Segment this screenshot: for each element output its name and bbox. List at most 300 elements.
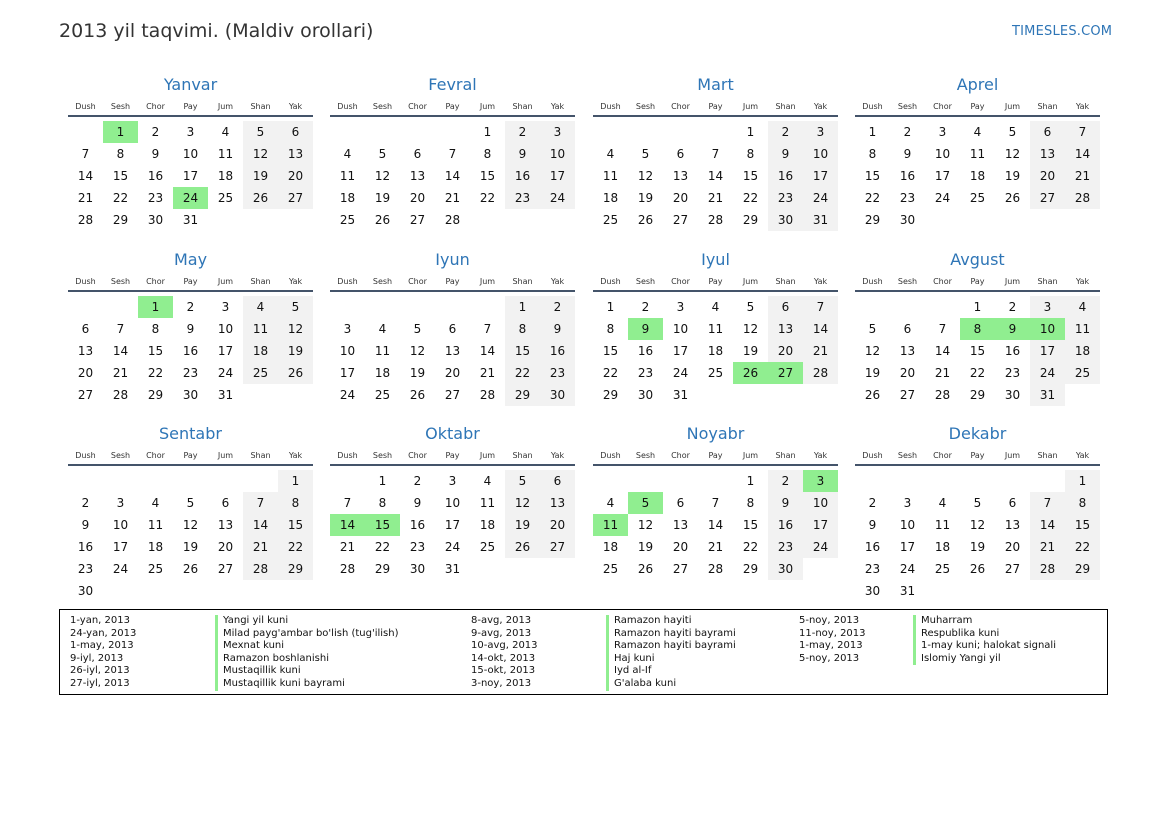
day-cell: 6 <box>81 322 90 336</box>
legend-date: 5-noy, 2013 <box>799 652 860 664</box>
weekday-label: Yak <box>288 451 303 460</box>
day-cell: 16 <box>637 344 654 358</box>
day-cell: 15 <box>969 344 986 358</box>
day-cell: 11 <box>1065 318 1100 340</box>
day-cell: 1 <box>278 470 313 492</box>
month-name: Mart <box>697 75 734 94</box>
weekday-label: Chor <box>408 451 427 460</box>
day-cell: 17 <box>672 344 689 358</box>
empty-cell <box>593 470 628 492</box>
day-cell: 22 <box>147 366 164 380</box>
weekday-label: Dush <box>600 451 621 460</box>
day-cell: 10 <box>899 518 916 532</box>
day-cell: 13 <box>768 318 803 340</box>
day-cell: 28 <box>112 388 129 402</box>
day-cell: 21 <box>339 540 356 554</box>
day-cell: 19 <box>374 191 391 205</box>
day-cell: 18 <box>602 191 619 205</box>
legend-date: 8-avg, 2013 <box>471 615 532 626</box>
header-rule <box>855 115 1100 117</box>
weekday-label: Shan <box>1037 102 1058 111</box>
day-cell: 2 <box>903 125 912 139</box>
header-rule <box>593 115 838 117</box>
day-cell: 2 <box>505 121 540 143</box>
day-cell: 4 <box>1065 296 1100 318</box>
weekday-label: Dush <box>337 277 358 286</box>
day-cell: 13 <box>444 344 461 358</box>
day-cell: 18 <box>1065 340 1100 362</box>
day-cell: 11 <box>339 169 356 183</box>
day-cell: 23 <box>899 191 916 205</box>
month-mart <box>593 75 838 231</box>
day-cell: 10 <box>182 147 199 161</box>
legend-date: 10-avg, 2013 <box>471 640 538 652</box>
day-cell: 21 <box>112 366 129 380</box>
day-cell: 9 <box>81 518 90 532</box>
holiday-legend <box>59 609 1108 695</box>
day-cell: 25 <box>374 388 391 402</box>
day-cell: 28 <box>707 213 724 227</box>
weekday-label: Jum <box>742 277 759 286</box>
day-cell: 7 <box>81 147 90 161</box>
day-cell: 30 <box>182 388 199 402</box>
day-cell: 3 <box>540 121 575 143</box>
weekday-label: Yak <box>288 277 303 286</box>
empty-cell <box>435 121 470 143</box>
day-cell: 4 <box>343 147 352 161</box>
day-cell: 13 <box>672 169 689 183</box>
day-cell: 27 <box>672 562 689 576</box>
day-cell: 12 <box>374 169 391 183</box>
day-cell: 17 <box>540 165 575 187</box>
day-cell: 6 <box>676 496 685 510</box>
day-cell: 2 <box>151 125 160 139</box>
day-cell: 17 <box>803 514 838 536</box>
header-rule <box>855 464 1100 466</box>
day-cell: 28 <box>803 362 838 384</box>
day-cell: 28 <box>1065 187 1100 209</box>
legend-holiday-name: Ramazon hayiti <box>606 615 736 628</box>
weekday-label: Shan <box>250 277 271 286</box>
empty-cell <box>365 296 400 318</box>
day-cell: 13 <box>217 518 234 532</box>
day-cell: 5 <box>1008 125 1017 139</box>
day-cell: 1 <box>746 125 755 139</box>
day-cell: 11 <box>479 496 496 510</box>
header-rule <box>68 464 313 466</box>
empty-cell <box>400 121 435 143</box>
day-cell: 12 <box>637 169 654 183</box>
day-cell: 4 <box>606 147 615 161</box>
month-name: Sentabr <box>159 424 222 443</box>
weekday-label: Yak <box>1075 277 1090 286</box>
empty-cell <box>103 470 138 492</box>
empty-cell <box>103 296 138 318</box>
empty-cell <box>173 470 208 492</box>
month-avgust <box>855 250 1100 406</box>
day-cell: 9 <box>151 147 160 161</box>
day-cell: 5 <box>746 300 755 314</box>
day-cell: 26 <box>637 562 654 576</box>
day-cell: 4 <box>151 496 160 510</box>
legend-names <box>215 615 399 691</box>
day-cell: 29 <box>864 213 881 227</box>
legend-names <box>606 615 736 691</box>
legend-holiday-name: Ramazon hayiti bayrami <box>606 640 736 653</box>
empty-cell <box>330 121 365 143</box>
legend-holiday-name: Ramazon boshlanishi <box>215 653 399 666</box>
legend-date: 24-yan, 2013 <box>70 627 137 639</box>
weekday-label: Sesh <box>110 451 131 460</box>
holiday-day-cell: 15 <box>365 514 400 536</box>
empty-cell <box>663 470 698 492</box>
weekday-label: Shan <box>1037 451 1058 460</box>
day-cell: 20 <box>409 191 426 205</box>
day-cell: 8 <box>868 147 877 161</box>
day-cell: 20 <box>1030 165 1065 187</box>
day-cell: 9 <box>540 318 575 340</box>
day-cell: 11 <box>969 147 986 161</box>
weekday-label: Jum <box>479 451 496 460</box>
weekday-label: Dush <box>337 102 358 111</box>
day-cell: 6 <box>768 296 803 318</box>
day-cell: 8 <box>151 322 160 336</box>
empty-cell <box>628 121 663 143</box>
month-fevral <box>330 75 575 231</box>
empty-cell <box>400 296 435 318</box>
day-cell: 10 <box>803 492 838 514</box>
weekday-label: Dush <box>862 102 883 111</box>
day-cell: 16 <box>409 518 426 532</box>
day-cell: 4 <box>973 125 982 139</box>
site-link[interactable]: TIMESLES.COM <box>1012 24 1113 39</box>
day-cell: 23 <box>505 187 540 209</box>
day-cell: 6 <box>1008 496 1017 510</box>
weekday-label: Yak <box>288 102 303 111</box>
day-cell: 29 <box>278 558 313 580</box>
day-cell: 18 <box>602 540 619 554</box>
day-cell: 18 <box>217 169 234 183</box>
day-cell: 22 <box>602 366 619 380</box>
holiday-day-cell: 8 <box>960 318 995 340</box>
weekday-label: Sesh <box>897 277 918 286</box>
day-cell: 18 <box>707 344 724 358</box>
legend-holiday-name: 1-may kuni; halokat signali <box>913 640 1056 653</box>
day-cell: 8 <box>278 492 313 514</box>
day-cell: 30 <box>899 213 916 227</box>
legend-holiday-name: Respublika kuni <box>913 628 1056 641</box>
day-cell: 10 <box>540 143 575 165</box>
day-cell: 17 <box>1030 340 1065 362</box>
day-cell: 5 <box>278 296 313 318</box>
day-cell: 18 <box>339 191 356 205</box>
month-oktabr <box>330 424 575 580</box>
legend-holiday-name: Yangi yil kuni <box>215 615 399 628</box>
day-cell: 15 <box>742 169 759 183</box>
empty-cell <box>1030 470 1065 492</box>
weekday-label: Pay <box>708 451 723 460</box>
empty-cell <box>628 470 663 492</box>
legend-date: 26-iyl, 2013 <box>70 665 130 677</box>
day-cell: 16 <box>505 165 540 187</box>
day-cell: 23 <box>182 366 199 380</box>
day-cell: 13 <box>1004 518 1021 532</box>
day-cell: 26 <box>864 388 881 402</box>
empty-cell <box>208 470 243 492</box>
day-cell: 17 <box>339 366 356 380</box>
day-cell: 8 <box>483 147 492 161</box>
day-cell: 5 <box>868 322 877 336</box>
day-cell: 18 <box>479 518 496 532</box>
day-cell: 31 <box>803 209 838 231</box>
month-yanvar <box>68 75 313 231</box>
day-cell: 8 <box>1065 492 1100 514</box>
day-cell: 20 <box>540 514 575 536</box>
legend-date: 1-may, 2013 <box>799 640 863 652</box>
empty-cell <box>995 470 1030 492</box>
day-cell: 3 <box>803 121 838 143</box>
legend-names <box>913 615 1056 665</box>
day-cell: 26 <box>637 213 654 227</box>
day-cell: 2 <box>186 300 195 314</box>
day-cell: 24 <box>112 562 129 576</box>
day-cell: 27 <box>1030 187 1065 209</box>
day-cell: 28 <box>934 388 951 402</box>
empty-cell <box>68 121 103 143</box>
weekday-label: Sesh <box>635 277 656 286</box>
day-cell: 12 <box>637 518 654 532</box>
day-cell: 3 <box>448 474 457 488</box>
day-cell: 15 <box>505 340 540 362</box>
day-cell: 24 <box>899 562 916 576</box>
weekday-label: Chor <box>408 277 427 286</box>
day-cell: 8 <box>746 147 755 161</box>
day-cell: 22 <box>864 191 881 205</box>
day-cell: 19 <box>409 366 426 380</box>
day-cell: 3 <box>221 300 230 314</box>
day-cell: 27 <box>672 213 689 227</box>
weekday-label: Dush <box>337 451 358 460</box>
holiday-day-cell: 5 <box>628 492 663 514</box>
day-cell: 24 <box>339 388 356 402</box>
day-cell: 21 <box>77 191 94 205</box>
day-cell: 28 <box>1030 558 1065 580</box>
weekday-label: Chor <box>146 102 165 111</box>
day-cell: 23 <box>768 187 803 209</box>
day-cell: 27 <box>1004 562 1021 576</box>
day-cell: 11 <box>147 518 164 532</box>
weekday-label: Yak <box>813 277 828 286</box>
day-cell: 7 <box>116 322 125 336</box>
day-cell: 3 <box>938 125 947 139</box>
day-cell: 21 <box>479 366 496 380</box>
day-cell: 12 <box>505 492 540 514</box>
legend-holiday-name: Ramazon hayiti bayrami <box>606 628 736 641</box>
day-cell: 28 <box>243 558 278 580</box>
day-cell: 22 <box>278 536 313 558</box>
day-cell: 3 <box>676 300 685 314</box>
day-cell: 29 <box>742 213 759 227</box>
header-rule <box>593 464 838 466</box>
holiday-day-cell: 26 <box>733 362 768 384</box>
day-cell: 7 <box>938 322 947 336</box>
day-cell: 1 <box>606 300 615 314</box>
day-cell: 17 <box>182 169 199 183</box>
day-cell: 20 <box>1004 540 1021 554</box>
day-cell: 14 <box>112 344 129 358</box>
weekday-label: Sesh <box>635 451 656 460</box>
legend-dates <box>471 615 538 691</box>
day-cell: 9 <box>768 143 803 165</box>
header-rule <box>330 290 575 292</box>
day-cell: 5 <box>641 147 650 161</box>
day-cell: 20 <box>217 540 234 554</box>
day-cell: 16 <box>768 514 803 536</box>
day-cell: 11 <box>707 322 724 336</box>
day-cell: 21 <box>1030 536 1065 558</box>
header-rule <box>330 115 575 117</box>
day-cell: 25 <box>602 213 619 227</box>
day-cell: 22 <box>112 191 129 205</box>
day-cell: 24 <box>1030 362 1065 384</box>
holiday-day-cell: 14 <box>330 514 365 536</box>
weekday-label: Sesh <box>897 102 918 111</box>
weekday-label: Jum <box>217 277 234 286</box>
day-cell: 5 <box>378 147 387 161</box>
holiday-day-cell: 27 <box>768 362 803 384</box>
weekday-label: Pay <box>183 451 198 460</box>
day-cell: 2 <box>641 300 650 314</box>
day-cell: 19 <box>1004 169 1021 183</box>
day-cell: 13 <box>409 169 426 183</box>
day-cell: 2 <box>768 121 803 143</box>
weekday-label: Dush <box>75 451 96 460</box>
day-cell: 13 <box>672 518 689 532</box>
day-cell: 25 <box>243 362 278 384</box>
legend-holiday-name: Haj kuni <box>606 653 736 666</box>
day-cell: 13 <box>1030 143 1065 165</box>
day-cell: 10 <box>803 143 838 165</box>
weekday-label: Chor <box>933 451 952 460</box>
weekday-label: Pay <box>708 102 723 111</box>
holiday-day-cell: 11 <box>593 514 628 536</box>
day-cell: 1 <box>1065 470 1100 492</box>
legend-date: 1-yan, 2013 <box>70 615 130 626</box>
header-rule <box>68 115 313 117</box>
day-cell: 19 <box>742 344 759 358</box>
day-cell: 22 <box>1065 536 1100 558</box>
weekday-label: Dush <box>600 102 621 111</box>
day-cell: 23 <box>540 362 575 384</box>
day-cell: 26 <box>409 388 426 402</box>
day-cell: 11 <box>934 518 951 532</box>
day-cell: 31 <box>672 388 689 402</box>
day-cell: 23 <box>1004 366 1021 380</box>
month-noyabr <box>593 424 838 580</box>
day-cell: 3 <box>343 322 352 336</box>
day-cell: 20 <box>768 340 803 362</box>
day-cell: 30 <box>409 562 426 576</box>
day-cell: 4 <box>711 300 720 314</box>
day-cell: 28 <box>77 213 94 227</box>
day-cell: 10 <box>672 322 689 336</box>
day-cell: 19 <box>864 366 881 380</box>
day-cell: 1 <box>378 474 387 488</box>
day-cell: 19 <box>969 540 986 554</box>
weekday-label: Shan <box>1037 277 1058 286</box>
month-name: Aprel <box>956 75 999 94</box>
day-cell: 17 <box>217 344 234 358</box>
day-cell: 17 <box>899 540 916 554</box>
day-cell: 20 <box>444 366 461 380</box>
day-cell: 28 <box>707 562 724 576</box>
day-cell: 21 <box>803 340 838 362</box>
legend-holiday-name: Iyd al-If <box>606 665 736 678</box>
day-cell: 12 <box>182 518 199 532</box>
day-cell: 5 <box>243 121 278 143</box>
day-cell: 30 <box>1004 388 1021 402</box>
empty-cell <box>855 470 890 492</box>
day-cell: 17 <box>112 540 129 554</box>
weekday-label: Jum <box>1004 451 1021 460</box>
day-cell: 24 <box>803 536 838 558</box>
day-cell: 14 <box>707 518 724 532</box>
weekday-label: Yak <box>813 102 828 111</box>
day-cell: 7 <box>803 296 838 318</box>
holiday-day-cell: 10 <box>1030 318 1065 340</box>
month-name: Noyabr <box>686 424 745 443</box>
day-cell: 4 <box>606 496 615 510</box>
day-cell: 20 <box>672 191 689 205</box>
day-cell: 8 <box>606 322 615 336</box>
day-cell: 9 <box>186 322 195 336</box>
weekday-label: Chor <box>408 102 427 111</box>
day-cell: 11 <box>602 169 619 183</box>
weekday-label: Dush <box>75 102 96 111</box>
weekday-label: Pay <box>970 277 985 286</box>
day-cell: 14 <box>707 169 724 183</box>
day-cell: 25 <box>707 366 724 380</box>
day-cell: 22 <box>479 191 496 205</box>
day-cell: 11 <box>243 318 278 340</box>
day-cell: 6 <box>540 470 575 492</box>
day-cell: 28 <box>479 388 496 402</box>
day-cell: 26 <box>182 562 199 576</box>
day-cell: 23 <box>637 366 654 380</box>
day-cell: 15 <box>864 169 881 183</box>
weekday-label: Pay <box>445 102 460 111</box>
day-cell: 10 <box>444 496 461 510</box>
day-cell: 1 <box>505 296 540 318</box>
holiday-day-cell: 1 <box>138 296 173 318</box>
day-cell: 25 <box>479 540 496 554</box>
day-cell: 25 <box>969 191 986 205</box>
legend-date: 9-avg, 2013 <box>471 627 532 639</box>
day-cell: 16 <box>899 169 916 183</box>
day-cell: 19 <box>243 165 278 187</box>
weekday-label: Yak <box>813 451 828 460</box>
day-cell: 15 <box>278 514 313 536</box>
holiday-day-cell: 24 <box>173 187 208 209</box>
legend-holiday-name: Mustaqillik kuni <box>215 665 399 678</box>
day-cell: 25 <box>339 213 356 227</box>
weekday-label: Pay <box>970 451 985 460</box>
day-cell: 7 <box>243 492 278 514</box>
day-cell: 31 <box>899 584 916 598</box>
empty-cell <box>890 296 925 318</box>
day-cell: 8 <box>378 496 387 510</box>
day-cell: 30 <box>768 209 803 231</box>
